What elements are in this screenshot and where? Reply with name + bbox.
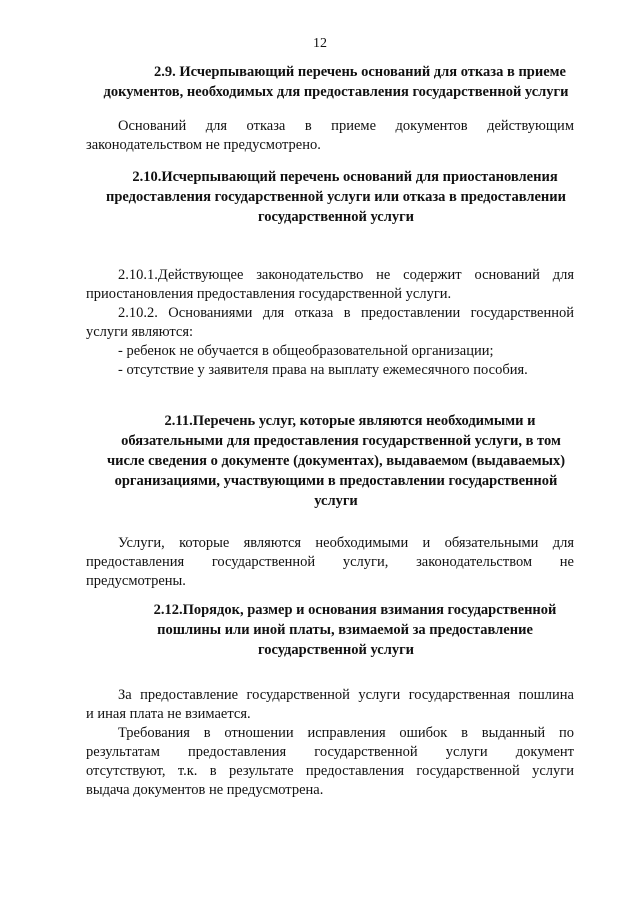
section-2-12-heading-line-2: пошлины или иной платы, взимаемой за предоставление xyxy=(157,622,533,638)
list-item: - ребенок не обучается в общеобразовательной организации; xyxy=(118,343,494,359)
section-2-12-p2-line-1: Требования в отношении исправления ошибок в выданный по xyxy=(118,725,574,741)
section-2-11-heading-line-4: организациями, участвующими в предоставлении государственной xyxy=(114,473,558,489)
section-2-11-heading-line-1: 2.11.Перечень услуг, которые являются необходимыми и xyxy=(164,413,536,429)
section-2-12-p2-line-3: отсутствуют, т.к. в результате предоставления государственной услуги xyxy=(86,763,574,779)
section-2-10-heading-line-2: предоставления государственной услуги или отказа в предоставлении xyxy=(106,189,566,205)
section-2-12-heading-line-1: 2.12.Порядок, размер и основания взимания государственной xyxy=(153,602,557,618)
list-item: - отсутствие у заявителя права на выплату ежемесячного пособия. xyxy=(118,362,528,378)
section-2-11-body-line-1: Услуги, которые являются необходимыми и обязательными для xyxy=(118,535,574,551)
section-2-10-heading-line-3: государственной услуги xyxy=(257,209,415,225)
section-2-10-heading-line-1: 2.10.Исчерпывающий перечень оснований для приостановления xyxy=(132,169,558,185)
section-2-10-1-line-2: приостановления предоставления государственной услуги. xyxy=(86,286,452,302)
section-2-11-body-line-2: предоставления государственной услуги, законодательством не xyxy=(86,554,574,570)
section-2-12-p2-line-4: выдача документов не предусмотрена. xyxy=(86,782,324,798)
section-2-10-2-line-1: 2.10.2. Основаниями для отказа в предоставлении государственной xyxy=(118,305,574,321)
section-2-10-1-line-1: 2.10.1.Действующее законодательство не содержит оснований для xyxy=(118,267,574,283)
section-2-9-body-line-2: законодательством не предусмотрено. xyxy=(86,137,321,153)
section-2-9-body-line-1: Оснований для отказа в приеме документов действующим xyxy=(118,118,574,134)
section-2-11-body-line-3: предусмотрены. xyxy=(86,573,186,589)
section-2-9-heading-line-2: документов, необходимых для предоставления государственной услуги xyxy=(103,84,569,100)
section-2-9-heading-line-1: 2.9. Исчерпывающий перечень оснований для отказа в приеме xyxy=(154,64,566,80)
page-number: 12 xyxy=(313,36,327,51)
section-2-10-2-line-2: услуги являются: xyxy=(86,324,194,340)
section-2-12-heading-line-3: государственной услуги xyxy=(257,642,415,658)
section-2-11-heading-line-3: числе сведения о документе (документах), выдаваемом (выдаваемых) xyxy=(106,453,566,469)
section-2-12-p1-line-1: За предоставление государственной услуги государственная пошлина xyxy=(118,687,574,703)
section-2-12-p1-line-2: и иная плата не взимается. xyxy=(86,706,251,722)
section-2-11-heading-line-2: обязательными для предоставления государственной услуги, в том xyxy=(121,433,561,449)
section-2-11-heading-line-5: услуги xyxy=(314,493,358,509)
section-2-12-p2-line-2: результатам предоставления государственной услуги документ xyxy=(86,744,574,760)
